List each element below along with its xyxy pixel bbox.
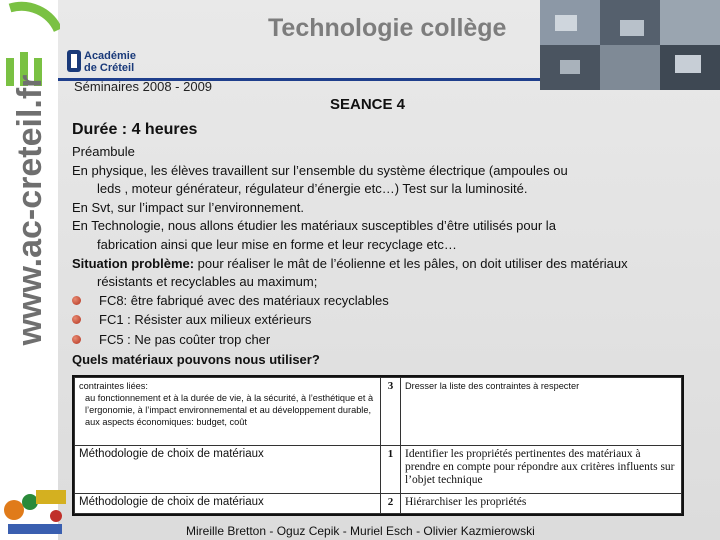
techno-line1: En Technologie, nous allons étudier les matériaux susceptibles d’être utilisés pour la bbox=[72, 218, 556, 234]
academie-name-line1: Académie bbox=[84, 50, 136, 62]
rtech-logo bbox=[0, 488, 70, 540]
bullet-text: FC5 : Ne pas coûter trop cher bbox=[99, 331, 271, 347]
bullet-icon bbox=[72, 315, 81, 324]
constraints-body: au fonctionnement et à la durée de vie, à la sécurité, à l’esthétique et à l’ergonomie, à l’impact environnemental et au développement durable, aux aspects économiques: budget, coût bbox=[85, 393, 374, 427]
situation-line1 bbox=[72, 255, 702, 274]
bullet-text: FC8: être fabriqué avec des matériaux recyclables bbox=[99, 292, 389, 308]
table-row bbox=[75, 494, 682, 514]
situation-text: pour réaliser le mât de l’éolienne et les pâles, on doit utiliser des matériaux bbox=[194, 255, 628, 271]
bullet-icon bbox=[72, 335, 81, 344]
constraints-title: contraintes liées: bbox=[79, 381, 148, 391]
svt-line: En Svt, sur l’impact sur l’environnement. bbox=[72, 199, 304, 215]
table-cell-action: Dresser la liste des contraintes à respecter bbox=[401, 378, 682, 446]
page-title: Technologie collège bbox=[268, 14, 507, 42]
session-title: SEANCE 4 bbox=[330, 96, 406, 113]
seminar-label: Séminaires 2008 - 2009 bbox=[74, 79, 213, 94]
situation-line2: résistants et recyclables au maximum; bbox=[97, 274, 318, 290]
methodology-table bbox=[74, 377, 682, 514]
physics-line1: En physique, les élèves travaillent sur l’ensemble du système électrique (ampoules ou bbox=[72, 162, 568, 178]
table-row bbox=[75, 378, 682, 446]
table-cell-method: Méthodologie de choix de matériaux bbox=[75, 446, 381, 494]
duration-heading: Durée : 4 heures bbox=[72, 121, 198, 138]
bullet-text: FC1 : Résister aux milieux extérieurs bbox=[99, 312, 312, 328]
table-cell-number: 1 bbox=[381, 446, 401, 494]
classroom-photo bbox=[540, 0, 720, 90]
table-cell-constraints bbox=[75, 378, 381, 446]
table-cell-action: Identifier les propriétés pertinentes des matériaux à prendre en compte pour répondre aux critères influents sur l’objet technique bbox=[401, 446, 682, 494]
preamble-label: Préambule bbox=[72, 144, 135, 159]
table-cell-action: Hiérarchiser les propriétés bbox=[401, 494, 682, 514]
site-url-vertical: www.ac-creteil.fr bbox=[11, 74, 49, 346]
footer-authors: Mireille Bretton - Oguz Cepik - Muriel Esch - Olivier Kazmierowski bbox=[186, 524, 535, 538]
techno-line2: fabrication ainsi que leur mise en forme et leur recyclage etc… bbox=[97, 236, 457, 252]
table-row bbox=[75, 446, 682, 494]
bullet-icon bbox=[72, 296, 81, 305]
body-text bbox=[72, 143, 702, 369]
academie-name-line2: de Créteil bbox=[84, 62, 135, 74]
table-cell-number: 2 bbox=[381, 494, 401, 514]
question-line: Quels matériaux pouvons nous utiliser? bbox=[72, 351, 320, 367]
list-item bbox=[72, 331, 702, 350]
table-cell-number: 3 bbox=[381, 378, 401, 446]
physics-line2: leds , moteur générateur, régulateur d’énergie etc…) Test sur la luminosité. bbox=[97, 181, 528, 197]
situation-label: Situation problème: bbox=[72, 255, 195, 271]
list-item bbox=[72, 292, 702, 311]
table-cell-method: Méthodologie de choix de matériaux bbox=[75, 494, 381, 514]
list-item bbox=[72, 311, 702, 330]
